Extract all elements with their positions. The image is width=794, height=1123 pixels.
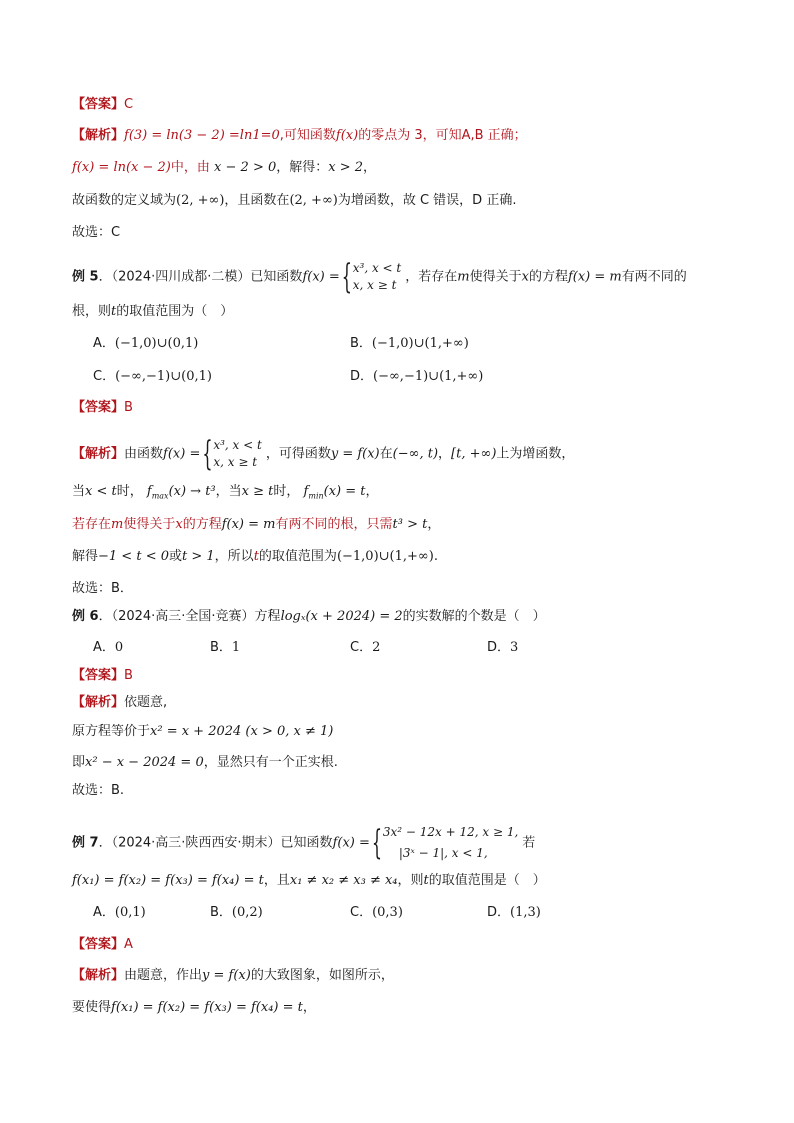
q7-option-a[interactable]: A．(0,1)	[93, 905, 146, 920]
q6-answer-line: 【答案】B	[72, 668, 133, 683]
q7-stem-line-2: f(x₁) = f(x₂) = f(x₃) = f(x₄) = t，且x₁ ≠ x₂ ≠ x₃ ≠ x₄，则t的取值范围是（ ）	[72, 873, 546, 888]
q5-answer-line: 【答案】B	[72, 400, 133, 415]
q7-option-d[interactable]: D．(1,3)	[487, 905, 541, 920]
q6-option-c[interactable]: C．2	[350, 640, 381, 655]
example-label: 例 5	[72, 269, 99, 285]
q6-analysis-line-1: 【解析】依题意,	[72, 695, 168, 710]
piecewise-brace: { x³, x < t x, x ≥ t	[204, 437, 261, 471]
q5-option-b[interactable]: B．(−1,0)∪(1,+∞)	[350, 336, 469, 351]
q5-option-c[interactable]: C．(−∞,−1)∪(0,1)	[93, 369, 212, 384]
q6-analysis-line-2: 原方程等价于x² = x + 2024 (x > 0, x ≠ 1)	[72, 724, 334, 739]
answer-value: C	[124, 97, 134, 112]
q5-option-d[interactable]: D．(−∞,−1)∪(1,+∞)	[350, 369, 484, 384]
q6-option-d[interactable]: D．3	[487, 640, 519, 655]
example-label: 例 7	[72, 835, 99, 851]
q5-stem-line-1: 例 5．（2024·四川成都·二模）已知函数f(x) = { x³, x < t x, x ≥ t ，若存在m使得关于x的方程f(x) = m有两不同的	[72, 260, 734, 294]
example-label: 例 6	[72, 609, 99, 624]
q4-conclusion: 故选：C	[72, 225, 121, 240]
q6-option-a[interactable]: A．0	[93, 640, 124, 655]
q7-option-c[interactable]: C．(0,3)	[350, 905, 403, 920]
q5-analysis-line-1: 【解析】由函数f(x) = { x³, x < t x, x ≥ t ，可得函数y = f(x)在(−∞, t)，[t, +∞)上为增函数，	[72, 437, 734, 471]
q5-analysis-line-4: 解得−1 < t < 0或t > 1，所以t的取值范围为(−1,0)∪(1,+∞).	[72, 549, 438, 564]
piecewise-brace: { x³, x < t x, x ≥ t	[344, 260, 401, 294]
q4-analysis-line-3: 故函数的定义域为(2, +∞)，且函数在(2, +∞)为增函数，故 C 错误，D 正确.	[72, 193, 517, 208]
q6-conclusion: 故选：B.	[72, 783, 125, 798]
q6-analysis-line-3: 即x² − x − 2024 = 0，显然只有一个正实根.	[72, 755, 338, 770]
q6-stem: 例 6．（2024·高三·全国·竞赛）方程logₓ(x + 2024) = 2的实数解的个数是（ ）	[72, 609, 546, 624]
answer-tag: 【答案】	[72, 97, 125, 112]
q4-answer-line	[72, 95, 734, 115]
q5-analysis-line-3: 若存在m使得关于x的方程f(x) = m有两不同的根，只需t³ > t，	[72, 517, 441, 532]
q6-option-b[interactable]: B．1	[210, 640, 241, 655]
piecewise-brace: { 3x² − 12x + 12, x ≥ 1, |3ˣ − 1|, x < 1,	[374, 822, 518, 864]
q7-answer-line: 【答案】A	[72, 937, 133, 952]
q4-analysis-line-2: f(x) = ln(x − 2)中，由 x − 2 > 0，解得：x > 2，	[72, 160, 377, 175]
q5-stem-line-2: 根，则t的取值范围为（ ）	[72, 304, 234, 319]
q5-option-a[interactable]: A．(−1,0)∪(0,1)	[93, 336, 199, 351]
analysis-tag: 【解析】	[72, 128, 125, 143]
q4-analysis-line-1: 【解析】f(3) = ln(3 − 2) =ln1=0,可知函数f(x)的零点为 3，可知A,B 正确；	[72, 128, 527, 143]
q7-option-b[interactable]: B．(0,2)	[210, 905, 263, 920]
q5-analysis-line-2: 当x < t时， $f_{max}(x) \to t^3$，当x ≥ t时， $f_{min}(x) = t$，	[72, 484, 379, 501]
q7-analysis-line-2: 要使得f(x₁) = f(x₂) = f(x₃) = f(x₄) = t，	[72, 1000, 316, 1015]
q7-stem-line-1: 例 7．（2024·高三·陕西西安·期末）已知函数f(x) = { 3x² − 12x + 12, x ≥ 1, |3ˣ − 1|, x < 1, 若	[72, 822, 734, 864]
q5-conclusion: 故选：B．	[72, 581, 133, 596]
q7-analysis-line-1: 【解析】由题意，作出y = f(x)的大致图象，如图所示，	[72, 968, 394, 983]
